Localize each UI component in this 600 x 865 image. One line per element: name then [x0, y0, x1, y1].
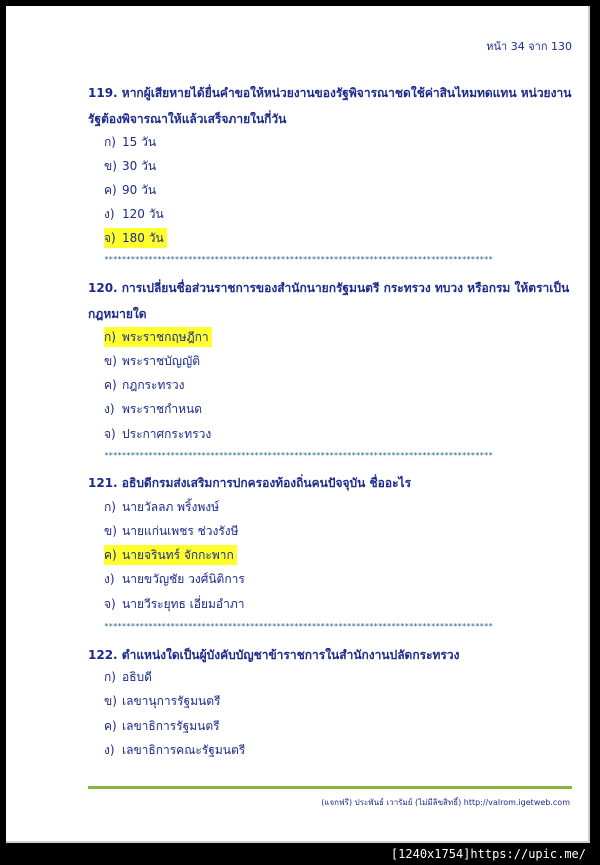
option-121-c-highlighted: ค) นายจรินทร์ จักกะพาก	[104, 545, 237, 565]
footer-rule	[88, 786, 572, 789]
option-119-d: ง) 120 วัน	[104, 207, 164, 221]
option-120-c: ค) กฎกระทรวง	[104, 378, 185, 392]
option-120-b: ข) พระราชบัญญัติ	[104, 354, 200, 368]
option-122-c: ค) เลขาธิการรัฐมนตรี	[104, 719, 220, 733]
option-121-b: ข) นายแก่นเพชร ช่วงรังษี	[104, 524, 239, 538]
option-119-e-highlighted: จ) 180 วัน	[104, 228, 167, 248]
separator-line: ****************************************************************************************	[104, 451, 493, 460]
option-120-a-highlighted: ก) พระราชกฤษฎีกา	[104, 327, 212, 347]
option-122-a: ก) อธิบดี	[104, 670, 152, 684]
option-119-b: ข) 30 วัน	[104, 159, 157, 173]
option-122-d: ง) เลขาธิการคณะรัฐมนตรี	[104, 743, 246, 757]
question-120: 120. การเปลี่ยนชื่อส่วนราชการของสำนักนายกรัฐมนตรี กระทรวง ทบวง หรือกรม ให้ตราเป็นกฎหมายใด	[88, 281, 570, 321]
option-120-d: ง) พระราชกำหนด	[104, 402, 203, 416]
question-122: 122. ตำแหน่งใดเป็นผู้บังคับบัญชาข้าราชการในสำนักงานปลัดกระทรวง	[88, 648, 460, 662]
footer-credit: (แจกฟรี) ประพันธ์ เวารัมย์ (ไม่มีลิขสิทธิ์) http://valrom.igetweb.com	[321, 798, 570, 807]
page-number: หน้า 34 จาก 130	[486, 40, 572, 53]
option-119-a: ก) 15 วัน	[104, 135, 157, 149]
option-121-e: จ) นายวีระยุทธ เอี่ยมอำภา	[104, 597, 245, 611]
frame-right-border	[590, 0, 600, 865]
separator-line: ****************************************************************************************	[104, 622, 493, 631]
option-119-c: ค) 90 วัน	[104, 183, 157, 197]
option-121-d: ง) นายขวัญชัย วงศ์นิติการ	[104, 572, 245, 586]
option-120-e: จ) ประกาศกระทรวง	[104, 427, 212, 441]
separator-line: ****************************************************************************************	[104, 255, 493, 264]
image-host-watermark: [1240x1754]https://upic.me/	[390, 847, 586, 861]
option-122-b: ข) เลขานุการรัฐมนตรี	[104, 694, 221, 708]
watermark-bar	[0, 843, 600, 865]
question-121: 121. อธิบดีกรมส่งเสริมการปกครองท้องถิ่นคนปัจจุบัน ชื่ออะไร	[88, 476, 412, 490]
option-121-a: ก) นายวัลลภ พริ้งพงษ์	[104, 500, 220, 514]
question-119: 119. หากผู้เสียหายได้ยื่นคำขอให้หน่วยงานของรัฐพิจารณาชดใช้ค่าสินไหมทดแทน หน่วยงานรัฐต้องพิจารณาให้แล้วเสร็จภายในกี่วัน	[88, 86, 572, 126]
